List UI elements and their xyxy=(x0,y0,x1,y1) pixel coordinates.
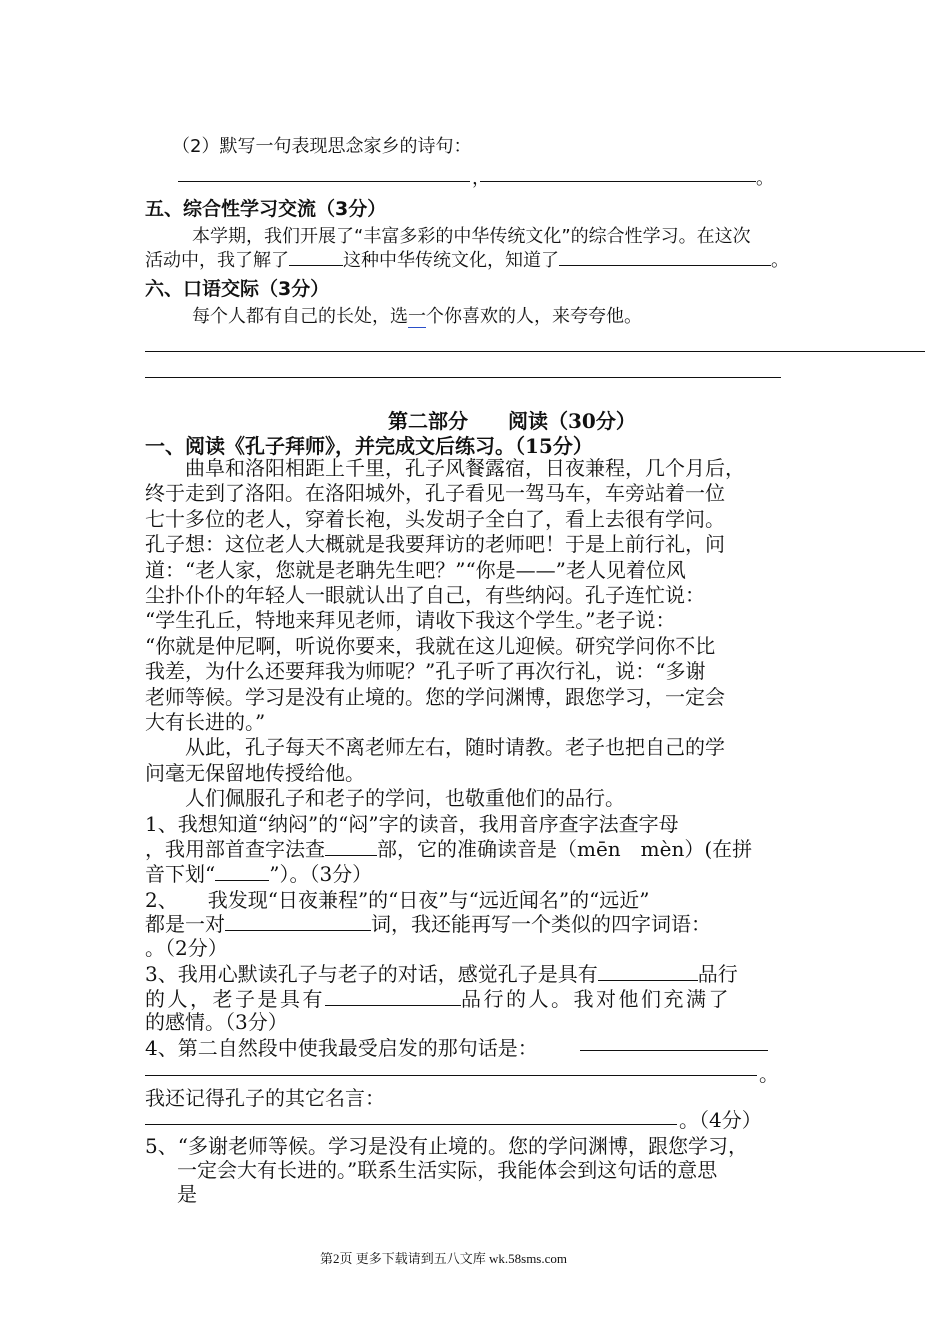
section-6-text-b: 一 xyxy=(408,306,426,327)
section-6-text-a: 每个人都有自己的长处，选 xyxy=(192,306,408,327)
pinyin-blank[interactable] xyxy=(215,860,269,881)
section-5-text-line1: 本学期，我们开展了“丰富多彩的中华传统文化”的综合性学习。在这次 xyxy=(192,226,751,247)
passage-line: 人们佩服孔子和老子的学问，也敬重他们的品行。 xyxy=(145,786,625,811)
section-6-text xyxy=(192,302,642,328)
reading-1-title: 一、阅读《孔子拜师》，并完成文后练习。（15分） xyxy=(145,434,593,458)
q2-text-b: 词，我还能再写一个类似的四字词语： xyxy=(371,912,711,936)
passage-line: “学生孔丘，特地来拜见老师，请收下我这个学生。”老子说： xyxy=(145,608,676,633)
passage-line: 曲阜和洛阳相距上千里，孔子风餐露宿，日夜兼程，几个月后， xyxy=(145,456,745,480)
knowledge-blank[interactable] xyxy=(559,247,771,266)
poem-period: 。 xyxy=(756,168,774,189)
q1-text-a: ，我用部首查字法查 xyxy=(145,837,325,861)
laozi-quality-blank[interactable] xyxy=(325,985,461,1006)
q4-score: 。（4分） xyxy=(679,1108,762,1132)
q3-text-b: 品行 xyxy=(697,962,738,986)
passage-line: 道：“老人家，您就是老聃先生吧？”“你是——”老人见着位风 xyxy=(145,557,686,582)
q3-line3: 的感情。（3分） xyxy=(145,1010,288,1034)
passage xyxy=(145,456,745,812)
q3-text-c: 的人，老子是具有 xyxy=(145,987,325,1011)
culture-blank[interactable] xyxy=(289,247,343,266)
poem-answer-blank-1[interactable] xyxy=(178,181,470,182)
q5-line3: 是 xyxy=(177,1182,197,1206)
q2-line1: 2、 我发现“日夜兼程”的“日夜”与“远近闻名”的“远近” xyxy=(145,888,650,912)
inspiring-sentence-blank-1[interactable] xyxy=(580,1050,768,1051)
section-5-text-line2 xyxy=(145,246,789,272)
passage-line: 问毫无保留地传授给他。 xyxy=(145,760,365,785)
q1-text-d: ”）。（3分） xyxy=(269,862,373,886)
radical-blank[interactable] xyxy=(325,835,377,856)
q4-period: 。 xyxy=(759,1062,779,1086)
passage-line: “你就是仲尼啊，听说你要来，我就在这儿迎候。研究学问你不比 xyxy=(145,633,716,658)
q3-text-a: 3、我用心默读孔子与老子的对话，感觉孔子是具有 xyxy=(145,962,598,986)
passage-line: 七十多位的老人，穿着长袍，头发胡子全白了，看上去很有学问。 xyxy=(145,506,725,531)
other-saying-blank[interactable] xyxy=(145,1124,677,1125)
section-5-text-c: 。 xyxy=(771,250,789,271)
q4-line1: 4、第二自然段中使我最受启发的那句话是： xyxy=(145,1036,538,1060)
word-pair-blank[interactable] xyxy=(225,910,371,931)
q1-text-b: 部，它的准确读音是（mēn mèn）(在拼 xyxy=(377,837,753,861)
section-5-text-b: 这种中华传统文化，知道了 xyxy=(343,250,559,271)
passage-line: 孔子想：这位老人大概就是我要拜访的老师吧！于是上前行礼，问 xyxy=(145,532,725,557)
part-2-title: 第二部分 阅读（30分） xyxy=(388,409,636,433)
page-footer: 第2页 更多下载请到五八文库 wk.58sms.com xyxy=(320,1251,568,1266)
q3-text-d: 品行的人。我对他们充满了 xyxy=(461,987,731,1011)
passage-line: 从此，孔子每天不离老师左右，随时请教。老子也把自己的学 xyxy=(145,735,725,760)
q2-text-a: 都是一对 xyxy=(145,912,225,936)
q1-text-c: 音下划“ xyxy=(145,862,216,886)
passage-line: 我差，为什么还要拜我为师呢？”孔子听了再次行礼，说：“多谢 xyxy=(145,659,706,684)
confucius-quality-blank[interactable] xyxy=(598,960,698,981)
section-5-text-a: 活动中，我了解了 xyxy=(145,250,289,271)
passage-line: 老师等候。学习是没有止境的。您的学问渊博，跟您学习，一定会 xyxy=(145,684,725,709)
oral-answer-line-1[interactable] xyxy=(145,351,925,352)
passage-line: 尘扑仆仆的年轻人一眼就认出了自己，有些纳闷。孔子连忙说： xyxy=(145,583,705,608)
q2-line2 xyxy=(145,908,711,937)
section-6-text-c: 个你喜欢的人，来夸夸他。 xyxy=(426,306,642,327)
poem-comma: ， xyxy=(472,168,490,189)
section-6-title: 六、口语交际（3分） xyxy=(145,278,330,300)
q5-line1: 5、“多谢老师等候。学习是没有止境的。您的学问渊博，跟您学习， xyxy=(145,1134,748,1158)
section-5-title: 五、综合性学习交流（3分） xyxy=(145,198,387,220)
q1-line3 xyxy=(145,858,372,887)
passage-line: 大有长进的。” xyxy=(145,710,266,735)
inspiring-sentence-blank-2[interactable] xyxy=(145,1075,757,1076)
oral-answer-line-2[interactable] xyxy=(145,377,781,378)
passage-line: 终于走到了洛阳。在洛阳城外，孔子看见一驾马车，车旁站着一位 xyxy=(145,481,725,506)
q1-line1: 1、我想知道“纳闷”的“闷”字的读音，我用音序查字法查字母 xyxy=(145,812,679,836)
q5-line2: 一定会大有长进的。”联系生活实际，我能体会到这句话的意思 xyxy=(177,1158,718,1182)
q4-line3: 我还记得孔子的其它名言： xyxy=(145,1086,385,1110)
poem-answer-blank-2[interactable] xyxy=(480,181,756,182)
q2-poem-prompt: （2）默写一句表现思念家乡的诗句： xyxy=(172,136,472,157)
q2-line3: 。（2分） xyxy=(145,936,228,960)
